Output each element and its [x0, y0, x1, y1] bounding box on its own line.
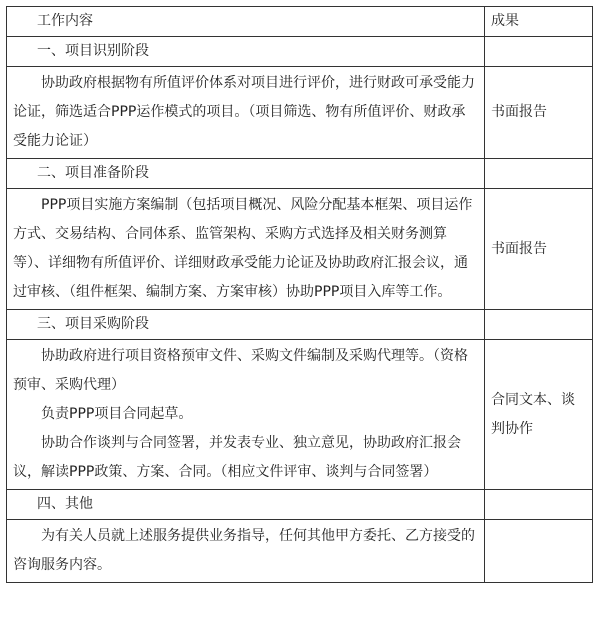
stage-title: 四、其他: [7, 490, 485, 520]
stage-paragraph: 协助合作谈判与合同签署，并发表专业、独立意见，协助政府汇报会议，解读PPP政策、方案、合同。（相应文件评审、谈判与合同签署）: [13, 435, 461, 480]
stage-paragraph: 协助政府根据物有所值评价体系对项目进行评价，进行财政可承受能力论证，筛选适合PPP运作模式的项目。（项目筛选、物有所值评价、财政承受能力论证）: [13, 75, 475, 149]
stage-body: [7, 67, 485, 159]
stage-title-empty: [485, 490, 593, 520]
stage-title: 一、项目识别阶段: [7, 37, 485, 67]
stage-paragraph: 协助政府进行项目资格预审文件、采购文件编制及采购代理等。（资格预审、采购代理）: [13, 348, 468, 393]
stage-title: 三、项目采购阶段: [7, 310, 485, 340]
header-content: 工作内容: [7, 7, 485, 37]
stage-body-row: [7, 520, 593, 583]
stage-result: 合同文本、谈判协作: [485, 340, 593, 490]
stage-title: 二、项目准备阶段: [7, 159, 485, 189]
stage-body-row: [7, 340, 593, 490]
stage-title-row: [7, 37, 593, 67]
stage-paragraph: PPP项目实施方案编制（包括项目概况、风险分配基本框架、项目运作方式、交易结构、合同体系、监管架构、采购方式选择及相关财务测算等）、详细物有所值评价、详细财政承受能力论证及协助政府汇报会议，通过审核、（组件框架、编制方案、方案审核）协助PPP项目入库等工作。: [13, 197, 473, 300]
stage-result: 书面报告: [485, 67, 593, 159]
stage-paragraph: 为有关人员就上述服务提供业务指导，任何其他甲方委托、乙方接受的咨询服务内容。: [13, 528, 475, 573]
stage-result: 书面报告: [485, 189, 593, 310]
stage-body: [7, 520, 485, 583]
stage-title-empty: [485, 159, 593, 189]
stage-title-empty: [485, 37, 593, 67]
table-header-row: [7, 7, 593, 37]
stage-result: [485, 520, 593, 583]
stage-title-row: [7, 310, 593, 340]
stage-body-row: [7, 67, 593, 159]
stage-title-row: [7, 159, 593, 189]
header-result: 成果: [485, 7, 593, 37]
stage-body: [7, 189, 485, 310]
stage-body: [7, 340, 485, 490]
stage-title-empty: [485, 310, 593, 340]
work-content-table: [6, 6, 593, 583]
stage-title-row: [7, 490, 593, 520]
stage-body-row: [7, 189, 593, 310]
stage-paragraph: 负责PPP项目合同起草。: [41, 406, 193, 422]
